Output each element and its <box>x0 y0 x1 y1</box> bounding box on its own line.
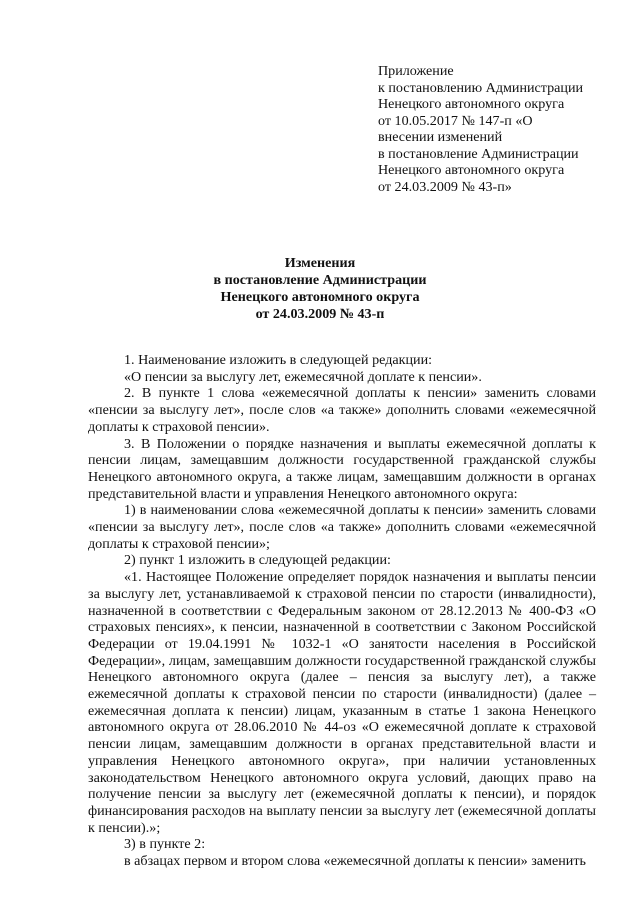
paragraph-new-title: «О пенсии за выслугу лет, ежемесячной доплате к пенсии». <box>124 368 482 385</box>
paragraph-subitem-3: 3) в пункте 2: <box>124 836 206 853</box>
title-line: в постановление Администрации <box>213 272 427 288</box>
appendix-line: Ненецкого автономного округа <box>378 162 565 178</box>
title-line: от 24.03.2009 № 43-п <box>255 306 385 322</box>
appendix-line: от 24.03.2009 № 43-п» <box>378 178 512 195</box>
appendix-line: Приложение <box>378 63 454 79</box>
title-line: Ненецкого автономного округа <box>220 289 420 305</box>
appendix-line: к постановлению Администрации <box>378 79 584 96</box>
appendix-line: в постановление Администрации <box>378 145 579 162</box>
appendix-line: внесении изменений <box>378 129 503 145</box>
appendix-block <box>378 63 618 195</box>
paragraph-item-2: 2. В пункте 1 слова «ежемесячной доплаты к пенсии» заменить словами «пенсии за выслугу лет», после слов «а также» дополнить словами «ежемесячной доплаты к страховой пенсии». <box>88 385 596 435</box>
paragraph-subitem-1: 1) в наименовании слова «ежемесячной доплаты к пенсии» заменить словами «пенсии за выслугу лет», после слов «а также» дополнить словами «ежемесячной доплаты к страховой пенсии»; <box>88 502 596 552</box>
paragraph-item-3: 3. В Положении о порядке назначения и выплаты ежемесячной доплаты к пенсии лицам, замещавшим должности государственной гражданской службы Ненецкого автономного округа, а также лицам, замещавшим должности в органах представительной власти и управления Ненецкого автономного округа: <box>88 435 596 502</box>
appendix-line: Ненецкого автономного округа <box>378 96 565 112</box>
title-line: Изменения <box>284 255 356 271</box>
paragraph-quoted-clause-1: «1. Настоящее Положение определяет порядок назначения и выплаты пенсии за выслугу лет, устанавливаемой к страховой пенсии по старости (инвалидности), назначенной в соответствии с Федеральным законом от 28.12.2013 № 400-ФЗ «О страховых пенсиях», к пенсии, назначенной в соответствии с Законом Российской Федерации от 19.04.1991 № 1032-1 «О занятости населения в Российской Федерации», лицам, замещавшим должности государственной гражданской службы Ненецкого автономного округа (далее – пенсия за выслугу лет), а также ежемесячной доплаты к страховой пенсии по старости (инвалидности) (далее – ежемесячная доплата к пенсии) лицам, указанным в статье 1 закона Ненецкого автономного округа от 28.06.2010 № 44-оз «О ежемесячной доплате к страховой пенсии лицам, замещавшим должности в органах представительной власти и управления Ненецкого автономного округа», при наличии установленных законодательством Ненецкого автономного округа условий, дающих право на получение пенсии за выслугу лет (ежемесячной доплаты к пенсии), и порядок финансирования расходов на выплату пенсии за выслугу лет (ежемесячной доплаты к пенсии).»; <box>88 569 596 836</box>
paragraph-abzac: в абзацах первом и втором слова «ежемесячной доплаты к пенсии» заменить <box>124 853 586 870</box>
paragraph-subitem-2: 2) пункт 1 изложить в следующей редакции: <box>124 552 391 569</box>
paragraph-item-1: 1. Наименование изложить в следующей редакции: <box>124 352 433 368</box>
document-body <box>88 352 596 870</box>
appendix-line: от 10.05.2017 № 147-п «О <box>378 112 533 129</box>
document-title <box>0 255 640 323</box>
